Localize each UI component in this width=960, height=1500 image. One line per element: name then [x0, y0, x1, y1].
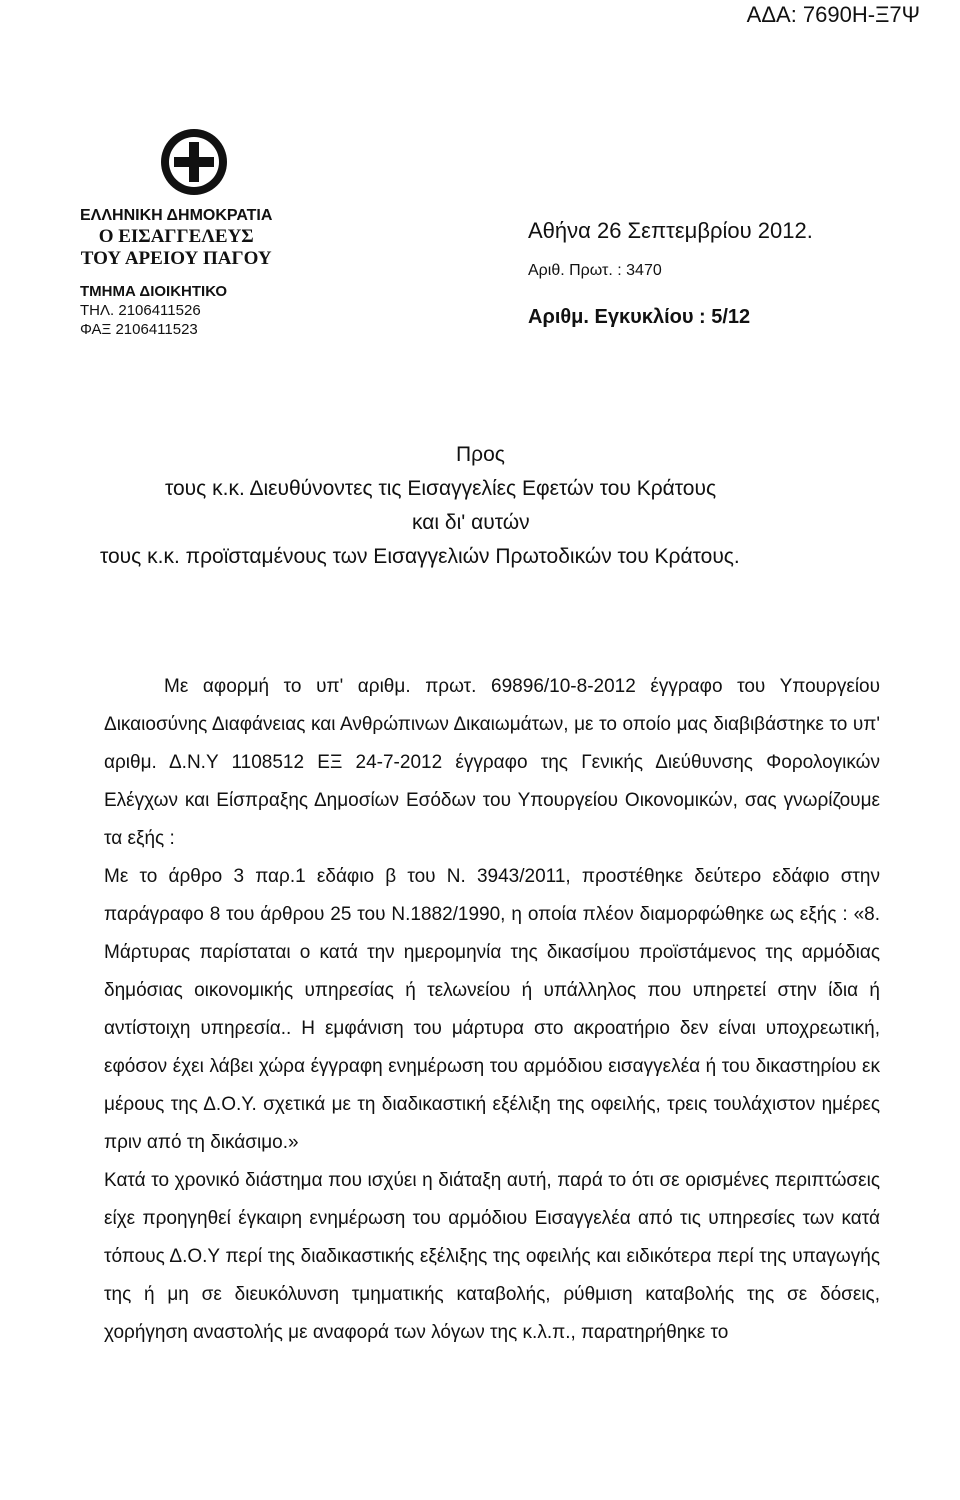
department-label: ΤΜΗΜΑ ΔΙΟΙΚΗΤΙΚΟ: [80, 283, 228, 300]
recipients-line-1: τους κ.κ. Διευθύνοντες τις Εισαγγελίες Εφετών του Κράτους: [165, 477, 717, 500]
document-date: Αθήνα 26 Σεπτεμβρίου 2012.: [528, 218, 813, 243]
ada-code: ΑΔΑ: 7690Η-Ξ7Ψ: [746, 2, 920, 27]
paragraph-2: Με το άρθρο 3 παρ.1 εδάφιο β του Ν. 3943/2011, προστέθηκε δεύτερο εδάφιο στην παράγραφο 8 του άρθρου 25 του Ν.1882/1990, η οποία πλέον διαμορφώθηκε ως εξής : «8. Μάρτυρας παρίσταται ο κατά την ημερομηνία της δικασίμου προϊστάμενος της αρμόδιας δημόσιας οικονομικής υπηρεσίας ή τελωνείου ή υπάλληλος που υπηρετεί στην ίδια ή αντίστοιχη υπηρεσία.. Η εμφάνιση του μάρτυρα στο ακροατήριο δεν είναι υποχρεωτική, εφόσον έχει λάβει χώρα έγγραφη ενημέρωση του αρμόδιου εισαγγελέα ή του δικαστηρίου εκ μέρους της Δ.Ο.Υ. σχετικά με τη διαδικαστική εξέλιξη της οφειλής, τρεις τουλάχιστον ημέρες πριν από τη δικάσιμο.»: [104, 866, 880, 1153]
recipients-line-3: τους κ.κ. προϊσταμένους των Εισαγγελιών Πρωτοδικών του Κράτους.: [100, 545, 740, 568]
court-title: ΤΟΥ ΑΡΕΙΟΥ ΠΑΓΟΥ: [80, 248, 272, 269]
paragraph-1: Με αφορμή το υπ' αριθμ. πρωτ. 69896/10-8-2012 έγγραφο του Υπουργείου Δικαιοσύνης Διαφάνειας και Ανθρώπινων Δικαιωμάτων, με το οποίο μας διαβιβάστηκε το υπ' αριθμ. Δ.Ν.Υ 1108512 ΕΞ 24-7-2012 έγγραφο της Γενικής Διεύθυνσης Φορολογικών Ελέγχων και Είσπραξης Δημοσίων Εσόδων του Υπουργείου Οικονομικών, σας γνωρίζουμε τα εξής :: [104, 676, 880, 849]
protocol-number: Αριθ. Πρωτ. : 3470: [528, 262, 662, 279]
recipients-block: [0, 438, 960, 574]
sender-header: [80, 206, 272, 339]
paragraph-3: Κατά το χρονικό διάστημα που ισχύει η διάταξη αυτή, παρά το ότι σε ορισμένες περιπτώσεις είχε προηγηθεί έγκαιρη ενημέρωση του αρμόδιου Εισαγγελέα από τις υπηρεσίες των κατά τόπους Δ.Ο.Υ περί της διαδικαστικής εξέλιξης της οφειλής και ειδικότερα περί της υπαγωγής της ή μη σε διευκόλυνση τμηματικής καταβολής, ρύθμιση καταβολής της σε δόσεις, χορήγηση αναστολής με αναφορά των λόγων της κ.λ.π., παρατηρήθηκε το: [104, 1170, 880, 1343]
phone-number: ΤΗΛ. 2106411526: [80, 302, 201, 319]
letter-body: [104, 668, 880, 1352]
greek-emblem-icon: [160, 128, 228, 196]
fax-number: ΦΑΞ 2106411523: [80, 321, 198, 338]
document-meta: [528, 218, 813, 329]
contact-block: [80, 282, 272, 339]
recipients-to: Προς: [456, 443, 505, 466]
republic-label: ΕΛΛΗΝΙΚΗ ΔΗΜΟΚΡΑΤΙΑ: [80, 207, 273, 224]
prosecutor-title: Ο ΕΙΣΑΓΓΕΛΕΥΣ: [98, 226, 254, 247]
circular-number: Αριθμ. Εγκυκλίου : 5/12: [528, 306, 751, 328]
recipients-line-2: και δι' αυτών: [412, 511, 530, 534]
